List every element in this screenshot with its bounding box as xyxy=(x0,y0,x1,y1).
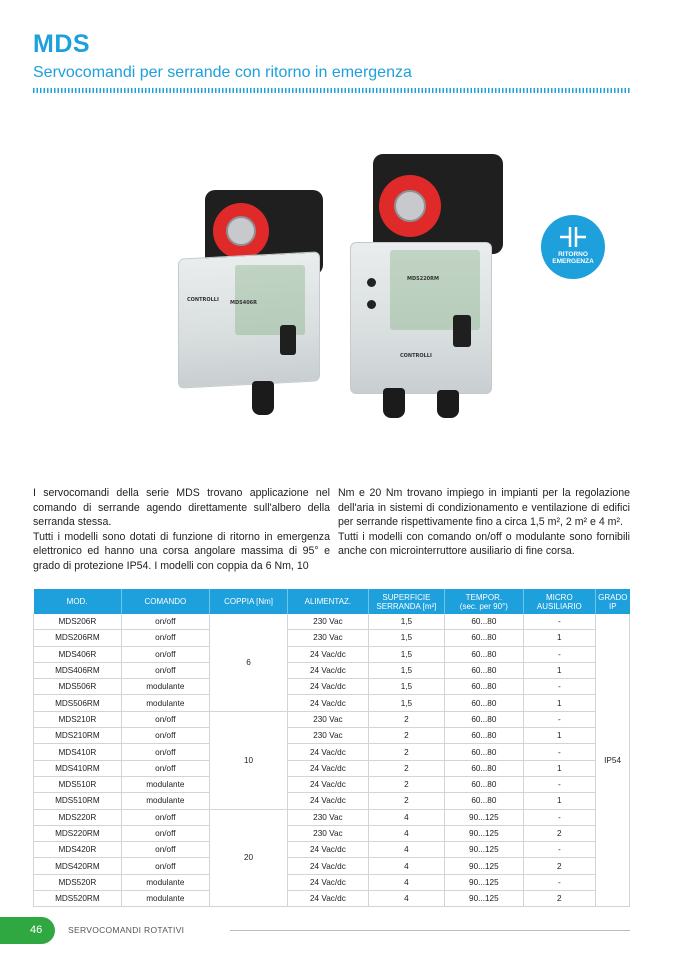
cell-comando: on/off xyxy=(121,744,209,760)
cell-tempor: 60...80 xyxy=(445,614,523,630)
cell-mod: MDS410RM xyxy=(34,760,122,776)
table-row xyxy=(34,891,630,907)
footer-section: SERVOCOMANDI ROTATIVI xyxy=(68,925,185,935)
cell-alimentaz: 230 Vac xyxy=(288,728,368,744)
cell-superficie: 4 xyxy=(368,825,445,841)
cell-micro: - xyxy=(523,646,596,662)
cell-tempor: 60...80 xyxy=(445,760,523,776)
cell-mod: MDS206RM xyxy=(34,630,122,646)
cell-tempor: 90...125 xyxy=(445,809,523,825)
cell-tempor: 90...125 xyxy=(445,874,523,890)
cell-comando: on/off xyxy=(121,646,209,662)
cell-mod: MDS406RM xyxy=(34,662,122,678)
cell-tempor: 60...80 xyxy=(445,776,523,792)
brand-logo: CONTROLLI xyxy=(187,297,219,303)
cell-superficie: 4 xyxy=(368,858,445,874)
cell-coppia: 6 xyxy=(209,614,287,711)
cell-alimentaz: 230 Vac xyxy=(288,630,368,646)
cell-coppia: 20 xyxy=(209,809,287,907)
footer-divider xyxy=(230,930,630,931)
cell-superficie: 1,5 xyxy=(368,679,445,695)
cell-comando: modulante xyxy=(121,891,209,907)
table-row xyxy=(34,728,630,744)
cell-comando: on/off xyxy=(121,760,209,776)
table-row xyxy=(34,874,630,890)
cell-mod: MDS510RM xyxy=(34,793,122,809)
col-header-mod: MOD. xyxy=(34,589,122,614)
cell-micro: - xyxy=(523,679,596,695)
cell-micro: 2 xyxy=(523,891,596,907)
cell-comando: on/off xyxy=(121,662,209,678)
cell-superficie: 4 xyxy=(368,891,445,907)
cell-mod: MDS510R xyxy=(34,776,122,792)
paragraph: Nm e 20 Nm trovano impiego in impianti per la regolazione dell'aria in sistemi di condizionamento e ventilazione di edifici per serrande rispettivamente fino a circa 1,5 m², 2 m² e 4 m². xyxy=(338,487,630,528)
product-image-mds406r xyxy=(175,185,335,420)
product-image-mds220rm xyxy=(345,150,515,420)
col-header-coppia: COPPIA [Nm] xyxy=(209,589,287,614)
table-row xyxy=(34,760,630,776)
table-row xyxy=(34,614,630,630)
table-row xyxy=(34,711,630,727)
description-column-1 xyxy=(33,486,330,573)
cell-micro: - xyxy=(523,711,596,727)
cell-alimentaz: 230 Vac xyxy=(288,825,368,841)
cell-comando: modulante xyxy=(121,793,209,809)
cell-comando: modulante xyxy=(121,874,209,890)
cell-mod: MDS506R xyxy=(34,679,122,695)
table-row xyxy=(34,646,630,662)
cell-micro: 2 xyxy=(523,858,596,874)
cell-tempor: 60...80 xyxy=(445,630,523,646)
cell-superficie: 2 xyxy=(368,776,445,792)
cell-superficie: 2 xyxy=(368,728,445,744)
table-row xyxy=(34,695,630,711)
cell-alimentaz: 24 Vac/dc xyxy=(288,776,368,792)
cell-mod: MDS406R xyxy=(34,646,122,662)
cell-mod: MDS420R xyxy=(34,842,122,858)
cell-comando: modulante xyxy=(121,679,209,695)
model-label: MDS406R xyxy=(230,300,258,306)
cell-micro: - xyxy=(523,744,596,760)
cell-micro: 1 xyxy=(523,630,596,646)
cell-superficie: 1,5 xyxy=(368,662,445,678)
cell-superficie: 2 xyxy=(368,760,445,776)
page-subtitle: Servocomandi per serrande con ritorno in emergenza xyxy=(33,64,412,81)
cell-tempor: 60...80 xyxy=(445,793,523,809)
brand-logo: CONTROLLI xyxy=(400,353,432,359)
cell-alimentaz: 24 Vac/dc xyxy=(288,891,368,907)
cell-tempor: 60...80 xyxy=(445,711,523,727)
cell-comando: on/off xyxy=(121,825,209,841)
cell-superficie: 4 xyxy=(368,874,445,890)
col-header-tempor: TEMPOR. (sec. per 90°) xyxy=(445,589,523,614)
cell-alimentaz: 230 Vac xyxy=(288,614,368,630)
cell-alimentaz: 24 Vac/dc xyxy=(288,679,368,695)
table-row xyxy=(34,744,630,760)
table-row xyxy=(34,858,630,874)
cell-comando: on/off xyxy=(121,614,209,630)
cell-superficie: 4 xyxy=(368,809,445,825)
capacitor-icon xyxy=(558,225,588,249)
table-row xyxy=(34,842,630,858)
cell-tempor: 60...80 xyxy=(445,744,523,760)
cell-mod: MDS206R xyxy=(34,614,122,630)
cell-micro: - xyxy=(523,874,596,890)
cell-coppia: 10 xyxy=(209,711,287,809)
table-row xyxy=(34,662,630,678)
paragraph: Tutti i modelli con comando on/off o modulante sono fornibili anche con microinterruttore ausiliario di fine corsa. xyxy=(338,530,630,557)
cell-alimentaz: 24 Vac/dc xyxy=(288,646,368,662)
col-header-alimentaz: ALIMENTAZ. xyxy=(288,589,368,614)
cell-comando: on/off xyxy=(121,711,209,727)
cell-alimentaz: 230 Vac xyxy=(288,711,368,727)
description-column-2 xyxy=(338,486,630,559)
table-row xyxy=(34,679,630,695)
cell-mod: MDS410R xyxy=(34,744,122,760)
cell-superficie: 1,5 xyxy=(368,614,445,630)
cell-micro: 1 xyxy=(523,695,596,711)
page-number: 46 xyxy=(30,924,43,936)
cell-alimentaz: 24 Vac/dc xyxy=(288,858,368,874)
badge-line-2: EMERGENZA xyxy=(552,258,594,265)
cell-alimentaz: 230 Vac xyxy=(288,809,368,825)
cell-alimentaz: 24 Vac/dc xyxy=(288,874,368,890)
cell-superficie: 2 xyxy=(368,711,445,727)
cell-tempor: 90...125 xyxy=(445,825,523,841)
cell-mod: MDS210R xyxy=(34,711,122,727)
cell-mod: MDS520R xyxy=(34,874,122,890)
paragraph: I servocomandi della serie MDS trovano applicazione nel comando di serrande agendo direttamente sull'albero della serranda stessa. xyxy=(33,487,330,528)
cell-micro: 1 xyxy=(523,793,596,809)
cell-alimentaz: 24 Vac/dc xyxy=(288,760,368,776)
table-row xyxy=(34,776,630,792)
cell-tempor: 60...80 xyxy=(445,695,523,711)
cell-superficie: 4 xyxy=(368,842,445,858)
cell-comando: on/off xyxy=(121,858,209,874)
emergency-return-badge xyxy=(541,215,605,279)
cell-tempor: 60...80 xyxy=(445,646,523,662)
cell-micro: 1 xyxy=(523,760,596,776)
table-body xyxy=(34,614,630,907)
table-row xyxy=(34,825,630,841)
cell-grado-ip: IP54 xyxy=(596,614,630,907)
cell-micro: - xyxy=(523,614,596,630)
cell-mod: MDS210RM xyxy=(34,728,122,744)
cell-alimentaz: 24 Vac/dc xyxy=(288,744,368,760)
table-row xyxy=(34,793,630,809)
cell-alimentaz: 24 Vac/dc xyxy=(288,695,368,711)
cell-alimentaz: 24 Vac/dc xyxy=(288,662,368,678)
footer-page-tab xyxy=(0,917,55,944)
cell-tempor: 90...125 xyxy=(445,858,523,874)
cell-alimentaz: 24 Vac/dc xyxy=(288,793,368,809)
cell-mod: MDS506RM xyxy=(34,695,122,711)
cell-micro: 1 xyxy=(523,728,596,744)
cell-tempor: 60...80 xyxy=(445,679,523,695)
cell-superficie: 1,5 xyxy=(368,646,445,662)
model-label: MDS220RM xyxy=(407,276,439,282)
cell-superficie: 2 xyxy=(368,793,445,809)
cell-alimentaz: 24 Vac/dc xyxy=(288,842,368,858)
table-row xyxy=(34,809,630,825)
cell-micro: 1 xyxy=(523,662,596,678)
badge-line-1: RITORNO xyxy=(558,251,588,258)
cell-comando: on/off xyxy=(121,842,209,858)
col-header-superficie: SUPERFICIE SERRANDA [m²] xyxy=(368,589,445,614)
cell-mod: MDS220R xyxy=(34,809,122,825)
cell-comando: on/off xyxy=(121,809,209,825)
cell-comando: modulante xyxy=(121,776,209,792)
cell-tempor: 90...125 xyxy=(445,891,523,907)
cell-micro: - xyxy=(523,842,596,858)
header-divider xyxy=(33,88,630,93)
cell-comando: modulante xyxy=(121,695,209,711)
cell-tempor: 60...80 xyxy=(445,728,523,744)
col-header-micro: MICRO AUSILIARIO xyxy=(523,589,596,614)
cell-superficie: 1,5 xyxy=(368,630,445,646)
cell-comando: on/off xyxy=(121,728,209,744)
cell-micro: 2 xyxy=(523,825,596,841)
cell-mod: MDS420RM xyxy=(34,858,122,874)
cell-tempor: 60...80 xyxy=(445,662,523,678)
col-header-comando: COMANDO xyxy=(121,589,209,614)
cell-comando: on/off xyxy=(121,630,209,646)
cell-superficie: 2 xyxy=(368,744,445,760)
col-header-grado: GRADO IP xyxy=(596,589,630,614)
cell-micro: - xyxy=(523,809,596,825)
cell-micro: - xyxy=(523,776,596,792)
cell-superficie: 1,5 xyxy=(368,695,445,711)
cell-mod: MDS520RM xyxy=(34,891,122,907)
paragraph: Tutti i modelli sono dotati di funzione di ritorno in emergenza elettronico ed hanno una corsa angolare massima di 95° e grado di protezione IP54. I modelli con coppia da 6 Nm, 10 xyxy=(33,530,330,572)
spec-table xyxy=(33,589,630,907)
table-row xyxy=(34,630,630,646)
cell-tempor: 90...125 xyxy=(445,842,523,858)
cell-mod: MDS220RM xyxy=(34,825,122,841)
page-title: MDS xyxy=(33,30,91,58)
